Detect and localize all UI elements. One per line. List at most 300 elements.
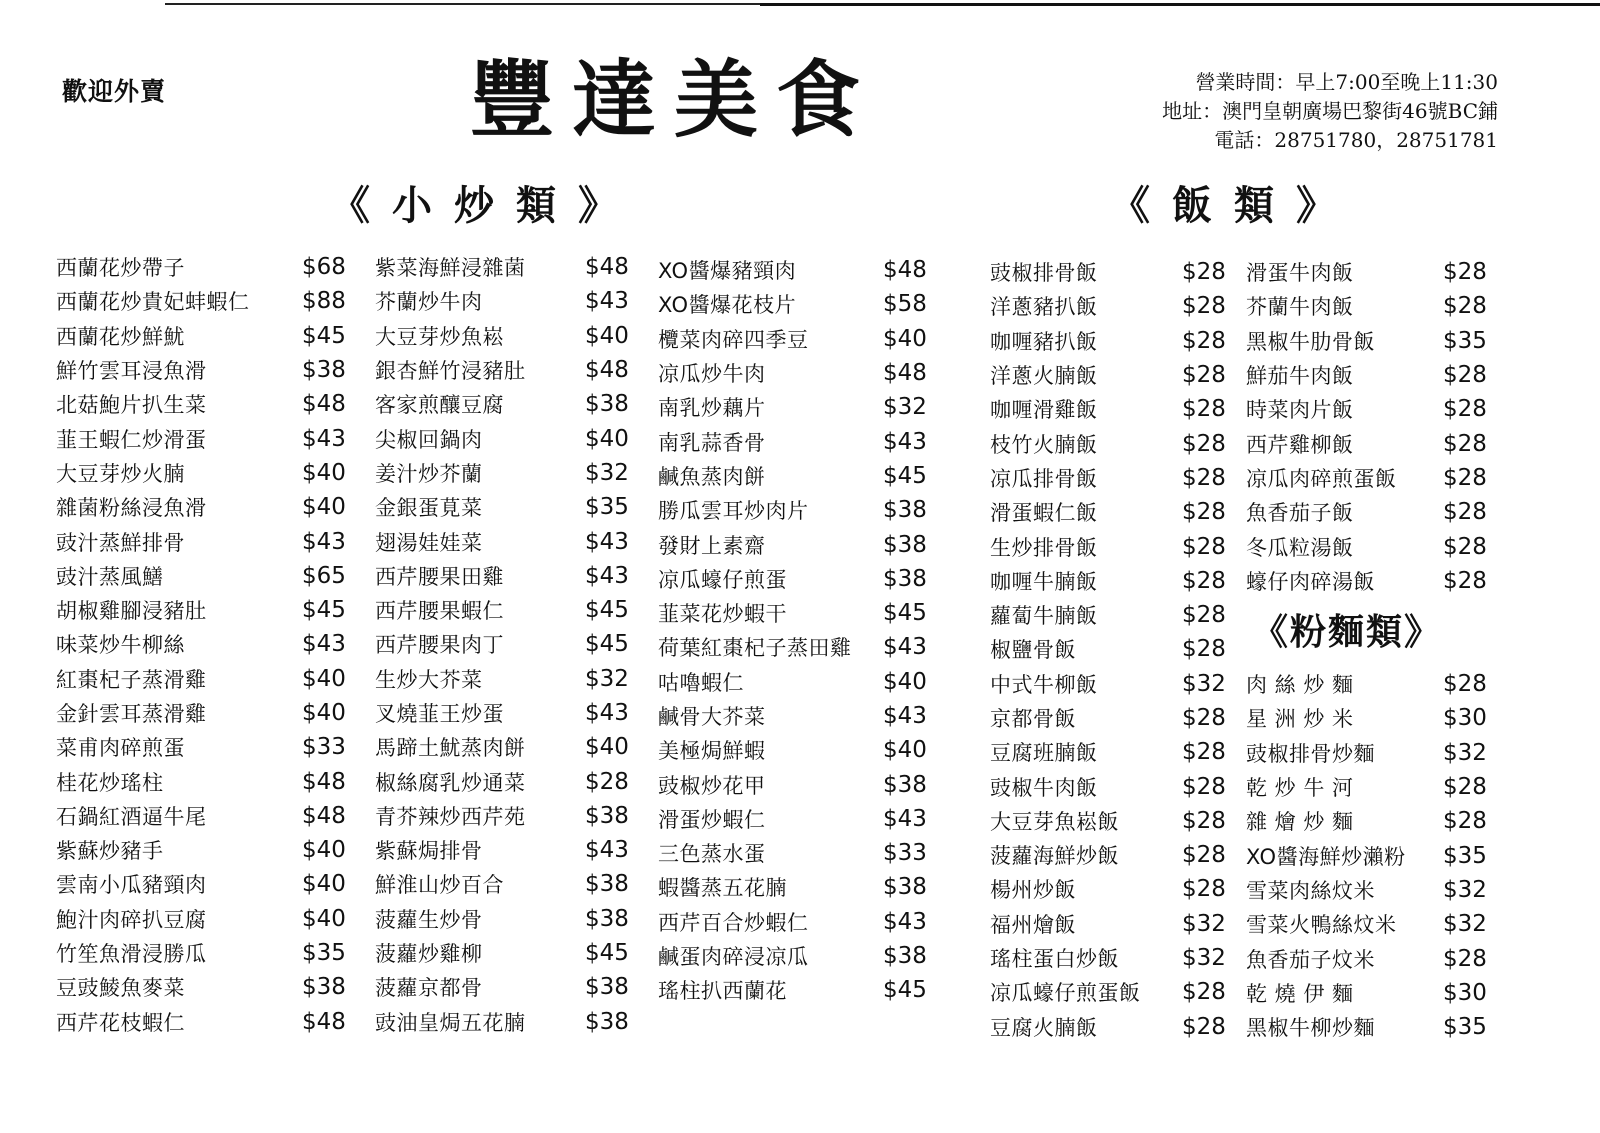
menu-item-name: 枝竹火腩飯 [990,432,1098,457]
menu-item [658,733,927,767]
menu-item [990,804,1226,838]
menu-item-price: $40 [883,668,927,695]
menu-item-name: 菠蘿京都骨 [375,976,483,1001]
menu-item-price: $28 [1443,293,1487,320]
menu-item [990,289,1226,323]
menu-item [990,564,1226,598]
menu-item-price: $43 [883,805,927,832]
section-title-noodles: 《粉麵類》 [1252,611,1443,653]
menu-item-name: 南乳蒜香骨 [658,430,766,455]
menu-item-price: $68 [302,254,346,281]
menu-item-name: 西芹雞柳飯 [1246,432,1354,457]
section-title-stir-fry: 《小炒類》 [330,182,640,229]
menu-item-name: 黑椒牛肋骨飯 [1246,329,1375,354]
menu-item-price: $28 [1182,842,1226,869]
menu-item-price: $43 [585,562,629,589]
menu-item-price: $40 [302,494,346,521]
menu-item-price: $40 [302,700,346,726]
menu-item [56,524,346,558]
menu-item-price: $43 [585,837,629,864]
menu-item-price: $38 [883,497,927,524]
menu-item-price: $28 [1443,567,1487,594]
menu-item-name: 雲南小瓜豬頸肉 [56,873,207,898]
menu-item-name: 凉瓜排骨飯 [990,466,1098,491]
menu-item-name: XO醬爆花枝片 [658,293,797,318]
menu-item [56,730,346,764]
menu-item-name: 豆腐班腩飯 [990,741,1098,766]
menu-item [1246,289,1487,323]
menu-item-name: 鮮淮山炒百合 [375,873,504,898]
menu-item-name: 紫蘇焗排骨 [375,839,483,864]
menu-item-price: $40 [585,322,629,349]
menu-item [375,593,629,627]
menu-item [990,667,1226,701]
menu-item-price: $38 [585,974,629,1001]
menu-item-price: $32 [585,459,629,486]
menu-item [1246,770,1487,804]
menu-item-price: $38 [302,357,346,384]
menu-item-price: $32 [1182,670,1226,697]
menu-item-price: $43 [883,703,927,729]
menu-item [1246,667,1487,701]
menu-item [375,250,629,284]
menu-item-name: 紫菜海鮮浸雜菌 [375,256,526,281]
menu-item [375,524,629,558]
menu-item-price: $38 [883,771,927,798]
menu-item-name: 青芥辣炒西芹苑 [375,804,526,829]
menu-item-price: $28 [1182,1013,1226,1040]
menu-item-price: $32 [1443,911,1487,938]
menu-column-stir-fry-2 [375,250,629,1039]
menu-item [990,426,1226,460]
menu-item-name: 西芹花枝蝦仁 [56,1010,185,1035]
menu-item-price: $38 [585,1008,629,1035]
menu-item [990,907,1226,941]
menu-item-name: 滑蛋蝦仁飯 [990,501,1098,526]
menu-item [990,461,1226,495]
menu-item [375,696,629,730]
menu-item-name: 豉汁蒸風鱔 [56,564,164,589]
menu-item-price: $33 [302,734,346,761]
menu-item-name: 咕嚕蝦仁 [658,670,744,695]
menu-item-price: $35 [1443,1014,1487,1041]
menu-item-price: $28 [1182,499,1226,526]
menu-item-name: 桂花炒瑤柱 [56,770,164,795]
menu-item [1246,838,1487,872]
menu-item-price: $32 [585,665,629,692]
menu-item-price: $28 [1443,430,1487,457]
menu-item [658,973,927,1007]
menu-item-name: 南乳炒藕片 [658,396,766,421]
menu-item [990,598,1226,632]
menu-item-name: 芥蘭牛肉飯 [1246,295,1354,320]
menu-item [375,627,629,661]
menu-item [990,872,1226,906]
menu-item [56,833,346,867]
menu-item-price: $28 [1182,979,1226,1006]
menu-item-name: XO醬海鮮炒瀨粉 [1246,844,1406,869]
menu-item-price: $28 [1182,293,1226,320]
menu-item-price: $28 [1182,259,1226,286]
menu-item-name: 豉汁蒸鮮排骨 [56,530,185,555]
menu-item [1246,941,1487,975]
menu-item-name: 紫蘇炒豬手 [56,839,164,864]
menu-item-price: $35 [585,494,629,521]
menu-item [658,870,927,904]
menu-item-price: $28 [1182,327,1226,354]
menu-item-price: $35 [302,940,346,967]
menu-item-price: $35 [1443,327,1487,354]
menu-item-name: 滑蛋牛肉飯 [1246,261,1354,286]
menu-item [56,250,346,284]
menu-item [658,905,927,939]
menu-item-price: $28 [1182,396,1226,423]
menu-item-name: 豉椒排骨飯 [990,261,1098,286]
menu-item-name: 咖喱豬扒飯 [990,329,1098,354]
menu-item [658,390,927,424]
menu-item-price: $38 [585,391,629,418]
menu-item-name: 胡椒雞腳浸豬肚 [56,599,207,624]
menu-item [375,1005,629,1039]
menu-item-name: 馬蹄土魷蒸肉餅 [375,736,526,761]
menu-item [375,662,629,696]
menu-column-rice-2 [1246,255,1487,598]
menu-item [56,662,346,696]
menu-item-name: 中式牛柳飯 [990,672,1098,697]
menu-item [990,495,1226,529]
menu-item-name: 豉椒炒花甲 [658,773,766,798]
menu-item-name: 味菜炒牛柳絲 [56,633,185,658]
menu-item-name: XO醬爆豬頸肉 [658,259,797,284]
menu-item [1246,907,1487,941]
menu-column-noodles [1246,667,1487,1044]
menu-item-name: 竹笙魚滑浸勝瓜 [56,942,207,967]
menu-item-price: $45 [585,597,629,624]
menu-item-name: 乾 燒 伊 麵 [1246,981,1354,1006]
menu-item-name: 凉瓜肉碎煎蛋飯 [1246,466,1397,491]
menu-item-name: 西芹腰果肉丁 [375,633,504,658]
menu-item [56,456,346,490]
menu-item-name: 福州燴飯 [990,912,1076,937]
menu-item [1246,461,1487,495]
menu-item [375,764,629,798]
menu-item [990,255,1226,289]
menu-item-name: 洋蔥豬扒飯 [990,295,1098,320]
menu-item [658,836,927,870]
menu-item-name: 豆腐火腩飯 [990,1015,1098,1040]
menu-item [658,630,927,664]
menu-item [990,941,1226,975]
menu-item-price: $40 [302,665,346,692]
menu-item-price: $43 [883,428,927,455]
menu-item-price: $38 [585,802,629,829]
section-title-rice: 《飯類》 [1110,182,1358,229]
menu-item-price: $48 [302,1008,346,1035]
menu-item-price: $28 [1182,464,1226,491]
menu-item [375,559,629,593]
menu-item-name: 豉椒排骨炒麵 [1246,741,1375,766]
menu-item [1246,1010,1487,1044]
menu-item-price: $40 [585,734,629,761]
menu-item-price: $40 [302,905,346,932]
menu-item-name: 蘿蔔牛腩飯 [990,604,1098,629]
menu-item-price: $88 [302,288,346,315]
menu-item [658,493,927,527]
menu-item-name: 乾 炒 牛 河 [1246,776,1354,801]
menu-item-price: $28 [1443,671,1487,698]
menu-item-price: $45 [883,977,927,1004]
menu-item [658,562,927,596]
takeaway-welcome-text: 歡迎外賣 [62,77,167,106]
menu-item [990,735,1226,769]
menu-item-price: $32 [1182,910,1226,937]
menu-item-price: $45 [302,322,346,349]
menu-item [56,421,346,455]
menu-item-price: $28 [1182,739,1226,766]
menu-item-price: $38 [585,905,629,932]
menu-item [375,387,629,421]
menu-item-price: $45 [302,597,346,624]
menu-item [990,701,1226,735]
menu-item [1246,392,1487,426]
menu-item-name: 生炒排骨飯 [990,535,1098,560]
menu-item-name: 西芹腰果田雞 [375,564,504,589]
menu-column-stir-fry-1 [56,250,346,1039]
menu-item-name: 西芹腰果蝦仁 [375,599,504,624]
menu-item [990,324,1226,358]
menu-item-name: 豉椒牛肉飯 [990,775,1098,800]
menu-item [658,767,927,801]
menu-item-name: 冬瓜粒湯飯 [1246,535,1354,560]
menu-item [375,833,629,867]
menu-item-price: $28 [1443,464,1487,491]
menu-item [56,559,346,593]
menu-item [375,799,629,833]
menu-item [658,253,927,287]
menu-item [375,319,629,353]
menu-item [990,838,1226,872]
menu-item-name: 姜汁炒芥蘭 [375,461,483,486]
menu-item-price: $38 [883,943,927,970]
menu-item-price: $38 [883,874,927,901]
restaurant-info [1162,68,1498,155]
menu-item [1246,804,1487,838]
menu-item-name: 豆豉鯪魚麥菜 [56,976,185,1001]
menu-item-price: $48 [585,254,629,281]
menu-item-price: $28 [1182,567,1226,594]
menu-item [658,699,927,733]
menu-item [990,975,1226,1009]
menu-item-price: $33 [883,840,927,867]
menu-item [56,1005,346,1039]
menu-item [375,284,629,318]
menu-item [658,356,927,390]
menu-item-price: $43 [585,288,629,315]
menu-item-name: 星 洲 炒 米 [1246,707,1354,732]
menu-item [658,459,927,493]
menu-item [375,936,629,970]
menu-item [56,867,346,901]
menu-item-name: 鮑汁肉碎扒豆腐 [56,907,207,932]
menu-item [375,456,629,490]
menu-item-name: 京都骨飯 [990,707,1076,731]
menu-item-name: 菠蘿炒雞柳 [375,942,483,967]
menu-item-price: $28 [1443,362,1487,389]
menu-item-price: $28 [1182,876,1226,903]
menu-item-price: $35 [1443,842,1487,869]
menu-item [56,490,346,524]
menu-item [658,424,927,458]
menu-item [56,593,346,627]
menu-item-price: $28 [1182,533,1226,560]
menu-item-name: 西蘭花炒鮮魷 [56,324,185,349]
menu-item-price: $65 [302,562,346,589]
menu-item [375,490,629,524]
menu-item [375,421,629,455]
menu-item-price: $30 [1443,705,1487,732]
menu-item-price: $32 [1443,739,1487,766]
menu-item-price: $28 [1443,945,1487,972]
menu-item-name: 西芹百合炒蝦仁 [658,910,809,935]
menu-item [658,802,927,836]
menu-item-name: 鹹骨大芥菜 [658,705,766,729]
menu-item-name: 鹹魚蒸肉餅 [658,464,766,489]
menu-item [56,799,346,833]
menu-item-name: 鮮茄牛肉飯 [1246,364,1354,389]
menu-item-name: 韮王蝦仁炒滑蛋 [56,427,207,452]
menu-item-price: $40 [883,737,927,764]
menu-item [56,970,346,1004]
menu-item [658,527,927,561]
menu-item [375,353,629,387]
menu-item-name: 蠔仔肉碎湯飯 [1246,569,1375,594]
menu-item-price: $28 [1182,807,1226,834]
menu-item-name: 椒絲腐乳炒通菜 [375,770,526,795]
menu-item-price: $38 [883,531,927,558]
menu-item-price: $28 [1443,533,1487,560]
menu-item [375,867,629,901]
menu-item-price: $40 [302,459,346,486]
menu-item [375,970,629,1004]
menu-item-price: $43 [585,528,629,555]
menu-item-name: 金針雲耳蒸滑雞 [56,702,207,726]
menu-item-price: $40 [585,425,629,452]
menu-item [375,730,629,764]
menu-item-name: 欖菜肉碎四季豆 [658,327,809,352]
menu-item-name: 大豆芽炒魚崧 [375,324,504,349]
menu-item-name: 銀杏鮮竹浸豬肚 [375,359,526,384]
menu-item-price: $43 [883,908,927,935]
menu-item [658,596,927,630]
menu-item-name: 椒鹽骨飯 [990,638,1076,663]
menu-item-name: 韮菜花炒蝦干 [658,602,787,627]
menu-item-name: 菠蘿生炒骨 [375,907,483,932]
menu-item-price: $48 [302,802,346,829]
menu-item-price: $48 [302,391,346,418]
top-border-line-thick [760,3,1600,6]
menu-item-price: $58 [883,291,927,318]
menu-item-price: $28 [1182,705,1226,731]
menu-item-price: $40 [302,871,346,898]
menu-item [990,632,1226,666]
menu-item-price: $28 [1443,396,1487,423]
menu-item [990,1010,1226,1044]
menu-item-price: $32 [883,394,927,421]
menu-item [56,319,346,353]
menu-item-name: 雜菌粉絲浸魚滑 [56,496,207,521]
menu-item-price: $45 [585,631,629,658]
menu-item-price: $32 [1182,945,1226,972]
menu-item-price: $28 [585,768,629,795]
menu-item [56,284,346,318]
menu-item [1246,701,1487,735]
menu-item-price: $40 [883,325,927,352]
menu-item [56,936,346,970]
menu-item-name: 西蘭花炒帶子 [56,256,185,281]
address: 地址：澳門皇朝廣場巴黎街46號BC鋪 [1162,99,1498,123]
menu-item-price: $28 [1443,774,1487,801]
menu-item-price: $43 [883,634,927,661]
menu-item-name: 洋蔥火腩飯 [990,364,1098,389]
menu-item-name: 美極焗鮮蝦 [658,739,766,764]
menu-item-name: 黑椒牛柳炒麵 [1246,1016,1375,1041]
menu-column-stir-fry-3 [658,253,927,1008]
menu-item-price: $43 [302,631,346,658]
menu-column-rice-1 [990,255,1226,1044]
menu-item [658,287,927,321]
menu-item-name: 雪菜火鴨絲炆米 [1246,913,1397,938]
menu-item-price: $45 [585,940,629,967]
menu-item-price: $43 [585,700,629,726]
menu-item [1246,426,1487,460]
phone-numbers: 電話：28751780，28751781 [1214,128,1498,152]
menu-item-name: 大豆芽炒火腩 [56,461,185,486]
menu-item [1246,564,1487,598]
menu-item-name: 鹹蛋肉碎浸凉瓜 [658,945,809,970]
menu-item-name: 蝦醬蒸五花腩 [658,876,787,901]
menu-item-name: 魚香茄子飯 [1246,501,1354,526]
menu-item-name: 客家煎釀豆腐 [375,393,504,418]
restaurant-title: 豐達美食 [470,50,879,149]
menu-item-price: $48 [585,357,629,384]
menu-item [1246,529,1487,563]
menu-item-price: $30 [1443,979,1487,1006]
menu-item-name: 勝瓜雲耳炒肉片 [658,499,809,524]
business-hours: 營業時間：早上7:00至晚上11:30 [1195,70,1498,94]
menu-item-price: $28 [1182,773,1226,800]
menu-item-name: 尖椒回鍋肉 [375,427,483,452]
menu-item [56,627,346,661]
menu-item [1246,873,1487,907]
menu-item [56,387,346,421]
menu-item-name: 雪菜肉絲炆米 [1246,878,1375,903]
menu-item-name: 紅棗杞子蒸滑雞 [56,667,207,692]
menu-item-name: 西蘭花炒貴妃蚌蝦仁 [56,290,250,315]
menu-item-price: $48 [302,768,346,795]
menu-item-name: 豉油皇焗五花腩 [375,1010,526,1035]
menu-item-name: 大豆芽魚崧飯 [990,809,1119,834]
menu-item [1246,324,1487,358]
menu-item [658,322,927,356]
menu-item-name: 叉燒韮王炒蛋 [375,702,504,726]
menu-item [1246,736,1487,770]
menu-item-price: $40 [302,837,346,864]
menu-item-name: 三色蒸水蛋 [658,842,766,867]
menu-item-price: $32 [1443,876,1487,903]
menu-item [658,939,927,973]
menu-item-price: $28 [1443,259,1487,286]
menu-item [1246,255,1487,289]
